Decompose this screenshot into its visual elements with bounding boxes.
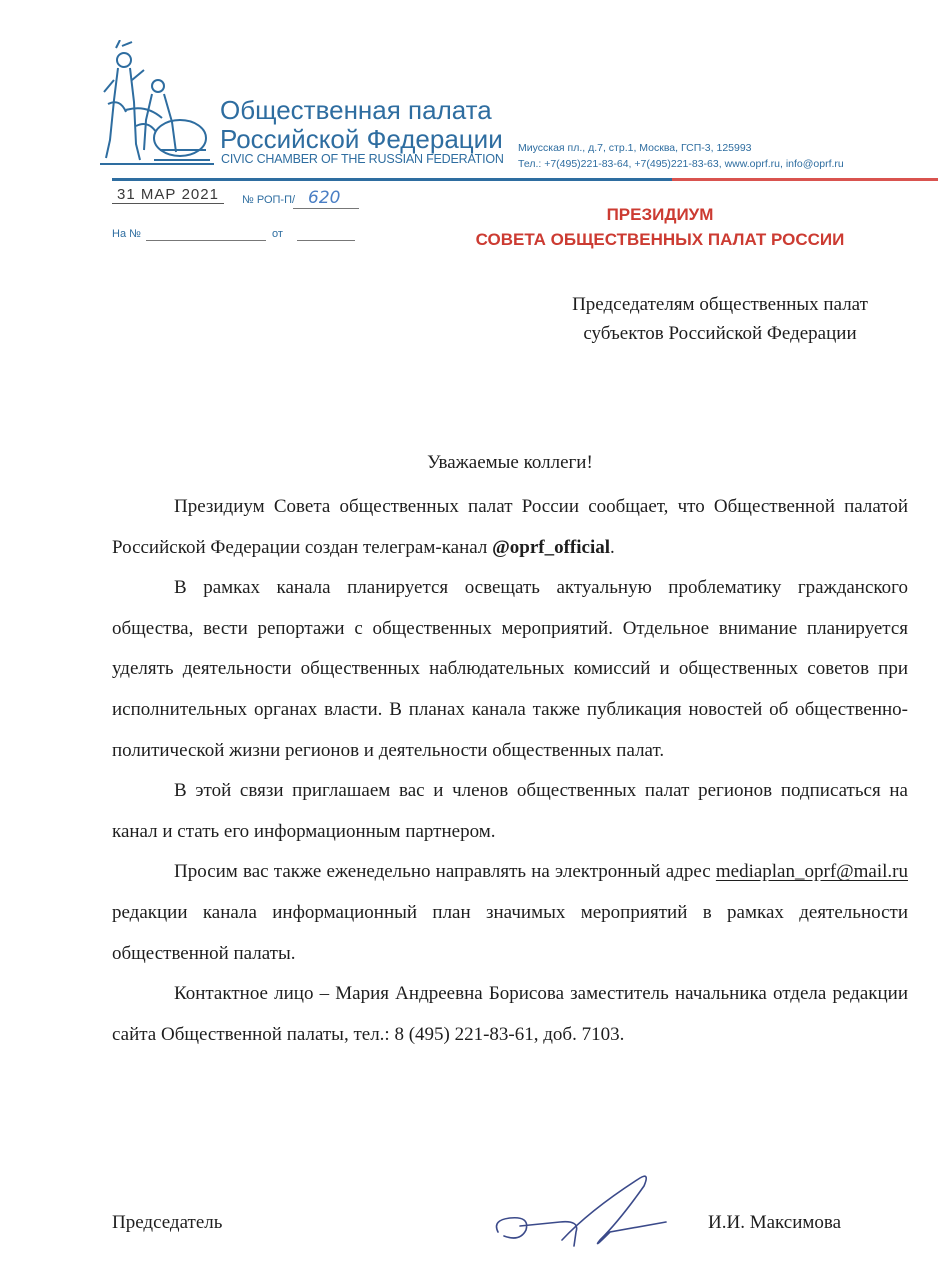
org-name-line1: Общественная палата (220, 95, 492, 125)
paragraph-1-end: . (610, 536, 615, 558)
sender-heading-line2: СОВЕТА ОБЩЕСТВЕННЫХ ПАЛАТ РОССИИ (475, 230, 845, 249)
paragraph-4-end: редакции канала информационный план значимых мероприятий в рамках деятельности общественной палаты. (112, 901, 908, 964)
addressee (520, 290, 920, 348)
monument-logo-icon (96, 40, 214, 168)
paragraph-4 (112, 852, 908, 974)
salutation: Уважаемые коллеги! (427, 452, 593, 473)
signatory-title: Председатель (112, 1212, 223, 1233)
paragraph-1-text: Президиум Совета общественных палат России сообщает, что Общественной палатой Российской Федерации создан телеграм-канал (112, 496, 908, 558)
address-text: Миусская пл., д.7, стр.1, Москва, ГСП-3, 125993 (518, 142, 752, 154)
date-stamp: 31 МАР 2021 (112, 186, 224, 204)
reg-number-label: № РОП-П/ (242, 194, 296, 206)
letter-body (112, 487, 908, 1055)
reply-number-label: На № (112, 228, 141, 240)
header-rule-blue (112, 178, 672, 181)
reg-number-value: 620 (308, 188, 341, 208)
paragraph-1 (112, 487, 908, 568)
handwritten-signature (490, 1170, 670, 1260)
email-link[interactable]: mediaplan_oprf@mail.ru (715, 861, 908, 883)
reply-number-line (146, 240, 266, 241)
paragraph-4-start: Просим вас также еженедельно направлять на электронный адрес (174, 861, 716, 883)
reply-date-label: от (272, 228, 283, 240)
org-name-line2: Российской Федерации (220, 124, 503, 154)
telegram-handle: @oprf_official (492, 536, 611, 558)
paragraph-2: В рамках канала планируется освещать актуальную проблематику гражданского общества, вести репортажи с общественных мероприятий. Отдельное внимание планируется уделять деятельности общественных наблюдательных комиссий и общественных советов при исполнительных органах власти. В планах канала также публикация новостей об общественно-политической жизни регионов и деятельности общественных палат. (112, 577, 908, 761)
contact-block (518, 140, 844, 172)
sender-heading (420, 202, 900, 252)
paragraph-3: В этой связи приглашаем вас и членов общественных палат регионов подписаться на канал и стать его информационным партнером. (112, 780, 908, 842)
reply-date-line (297, 240, 355, 241)
reg-number-underline (293, 208, 359, 209)
header-rule-red (672, 178, 938, 181)
paragraph-5: Контактное лицо – Мария Андреевна Борисова заместитель начальника отдела редакции сайта Общественной палаты, тел.: 8 (495) 221-83-61, доб. 7103. (112, 983, 908, 1045)
org-name-en: CIVIC CHAMBER OF THE RUSSIAN FEDERATION (221, 152, 504, 166)
addressee-line1: Председателям общественных палат (572, 294, 868, 315)
sender-heading-line1: ПРЕЗИДИУМ (606, 205, 714, 224)
addressee-line2: субъектов Российской Федерации (583, 323, 857, 344)
signatory-name: И.И. Максимова (708, 1212, 842, 1233)
phones-text: Тел.: +7(495)221-83-64, +7(495)221-83-63, www.oprf.ru, info@oprf.ru (518, 158, 844, 170)
org-name (220, 96, 503, 154)
